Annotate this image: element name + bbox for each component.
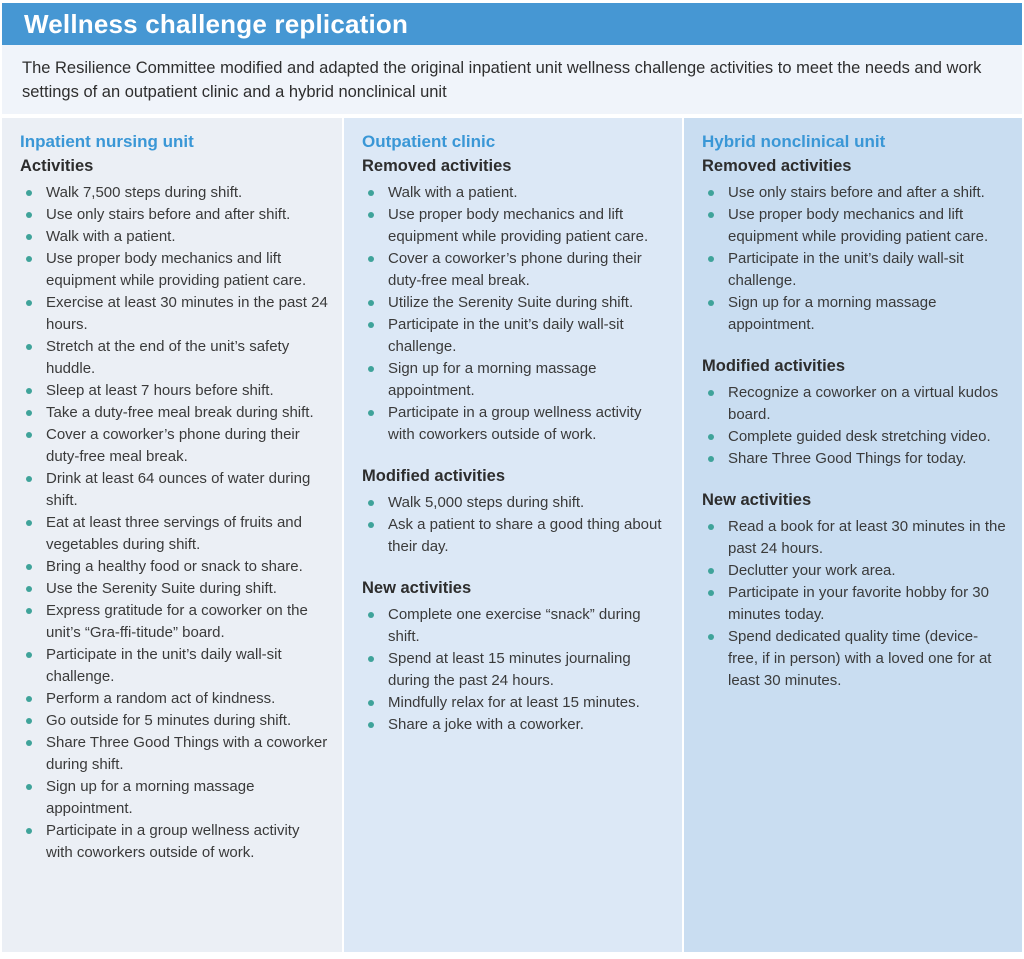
activity-item-text: Sleep at least 7 hours before shift. — [46, 382, 274, 399]
activity-item — [18, 644, 328, 688]
activity-item-text: Complete guided desk stretching video. — [728, 428, 991, 445]
bullet-icon — [368, 190, 374, 196]
bullet-icon — [26, 234, 32, 240]
activity-item-text: Stretch at the end of the unit’s safety huddle. — [46, 338, 290, 377]
activity-item — [18, 226, 328, 248]
activity-item-text: Read a book for at least 30 minutes in the past 24 hours. — [728, 518, 1006, 557]
activity-item — [700, 248, 1008, 292]
activity-item — [360, 402, 668, 446]
activity-item — [360, 248, 668, 292]
activity-item-text: Take a duty-free meal break during shift. — [46, 404, 314, 421]
bullet-icon — [26, 344, 32, 350]
section-heading-removed-activities: Removed activities — [362, 157, 512, 175]
activity-item — [18, 468, 328, 512]
bullet-icon — [708, 456, 714, 462]
activity-item — [18, 776, 328, 820]
activity-item-text: Sign up for a morning massage appointment. — [46, 778, 255, 817]
activity-item — [18, 688, 328, 710]
activity-item — [360, 314, 668, 358]
activity-item-text: Complete one exercise “snack” during shift. — [388, 606, 641, 645]
column-title: Inpatient nursing unit — [20, 132, 194, 151]
intro-text: The Resilience Committee modified and adapted the original inpatient unit wellness challenge activities to meet the needs and work settings of an outpatient clinic and a hybrid nonclinical unit — [22, 59, 982, 101]
column-outpatient-clinic — [344, 118, 682, 952]
bullet-icon — [368, 256, 374, 262]
activity-item-text: Share Three Good Things for today. — [728, 450, 967, 467]
bullet-icon — [708, 212, 714, 218]
activity-item-text: Spend dedicated quality time (device-free, if in person) with a loved one for at least 30 minutes. — [728, 628, 992, 689]
bullet-icon — [26, 652, 32, 658]
bullet-icon — [26, 410, 32, 416]
activity-item — [700, 448, 1008, 470]
activity-item-text: Go outside for 5 minutes during shift. — [46, 712, 292, 729]
bullet-icon — [368, 612, 374, 618]
section-heading-new-activities: New activities — [362, 579, 472, 597]
activity-item-text: Participate in a group wellness activity with coworkers outside of work. — [46, 822, 300, 861]
activity-item-text: Participate in the unit’s daily wall-sit challenge. — [388, 316, 624, 355]
activity-item-text: Participate in the unit’s daily wall-sit challenge. — [728, 250, 964, 289]
bullet-icon — [708, 256, 714, 262]
activity-item — [360, 204, 668, 248]
activity-item-text: Bring a healthy food or snack to share. — [46, 558, 303, 575]
bullet-icon — [368, 656, 374, 662]
activity-item — [18, 402, 328, 424]
bullet-icon — [368, 366, 374, 372]
bullet-icon — [368, 300, 374, 306]
activity-item — [18, 424, 328, 468]
activity-item-text: Sign up for a morning massage appointment. — [728, 294, 937, 333]
bullet-icon — [26, 586, 32, 592]
activity-item — [18, 556, 328, 578]
activity-item-text: Walk with a patient. — [388, 184, 518, 201]
activity-item-text: Use only stairs before and after a shift. — [728, 184, 985, 201]
bullet-icon — [708, 590, 714, 596]
section-heading-removed-activities: Removed activities — [702, 157, 852, 175]
bullet-icon — [368, 522, 374, 528]
section-heading-activities: Activities — [20, 157, 94, 175]
bullet-icon — [26, 784, 32, 790]
bullet-icon — [708, 524, 714, 530]
bullet-icon — [708, 390, 714, 396]
activity-list — [360, 604, 668, 736]
bullet-icon — [708, 300, 714, 306]
activity-item-text: Perform a random act of kindness. — [46, 690, 276, 707]
column-hybrid-nonclinical-unit — [684, 118, 1022, 952]
activity-item — [18, 336, 328, 380]
bullet-icon — [26, 608, 32, 614]
activity-list — [700, 382, 1008, 470]
activity-item-text: Use only stairs before and after shift. — [46, 206, 291, 223]
activity-item — [18, 182, 328, 204]
column-title: Hybrid nonclinical unit — [702, 132, 886, 151]
page-title-bar — [2, 3, 1022, 45]
activity-item — [360, 358, 668, 402]
activity-item — [18, 578, 328, 600]
activity-item — [360, 692, 668, 714]
activity-item-text: Walk with a patient. — [46, 228, 176, 245]
activity-item — [360, 648, 668, 692]
activity-item-text: Walk 5,000 steps during shift. — [388, 494, 585, 511]
bullet-icon — [26, 520, 32, 526]
activity-item-text: Participate in the unit’s daily wall-sit challenge. — [46, 646, 282, 685]
column-title: Outpatient clinic — [362, 132, 496, 151]
section-heading-modified-activities: Modified activities — [362, 467, 506, 485]
bullet-icon — [26, 696, 32, 702]
activity-list — [700, 516, 1008, 692]
bullet-icon — [26, 740, 32, 746]
activity-item — [360, 292, 668, 314]
activity-item-text: Use proper body mechanics and lift equipment while providing patient care. — [728, 206, 989, 245]
activity-item — [700, 626, 1008, 692]
activity-item-text: Cover a coworker’s phone during their duty-free meal break. — [46, 426, 300, 465]
bullet-icon — [368, 322, 374, 328]
activity-item — [360, 604, 668, 648]
activity-item-text: Utilize the Serenity Suite during shift. — [388, 294, 634, 311]
bullet-icon — [708, 568, 714, 574]
bullet-icon — [368, 212, 374, 218]
activity-item-text: Declutter your work area. — [728, 562, 896, 579]
bullet-icon — [708, 634, 714, 640]
bullet-icon — [26, 476, 32, 482]
activity-item — [700, 382, 1008, 426]
activity-item — [700, 560, 1008, 582]
activity-list — [360, 492, 668, 558]
page-title: Wellness challenge replication — [24, 8, 409, 39]
activity-item — [700, 182, 1008, 204]
activity-item-text: Express gratitude for a coworker on the unit’s “Gra-ffi-titude” board. — [46, 602, 308, 641]
column-inpatient-nursing-unit — [2, 118, 342, 952]
bullet-icon — [26, 828, 32, 834]
activity-item-text: Mindfully relax for at least 15 minutes. — [388, 694, 640, 711]
activity-item — [360, 514, 668, 558]
activity-item — [18, 248, 328, 292]
bullet-icon — [26, 718, 32, 724]
bullet-icon — [26, 190, 32, 196]
activity-item-text: Participate in a group wellness activity with coworkers outside of work. — [388, 404, 642, 443]
activity-item-text: Use proper body mechanics and lift equipment while providing patient care. — [388, 206, 649, 245]
activity-item-text: Walk 7,500 steps during shift. — [46, 184, 243, 201]
activity-item — [18, 380, 328, 402]
activity-item — [360, 492, 668, 514]
activity-item — [700, 426, 1008, 448]
intro-section — [2, 45, 1022, 114]
activity-item-text: Spend at least 15 minutes journaling during the past 24 hours. — [388, 650, 631, 689]
activity-item — [18, 732, 328, 776]
activity-list — [360, 182, 668, 446]
activity-item-text: Sign up for a morning massage appointment. — [388, 360, 597, 399]
activity-item-text: Share Three Good Things with a coworker during shift. — [46, 734, 328, 773]
activity-item — [18, 600, 328, 644]
activity-item — [18, 292, 328, 336]
bullet-icon — [26, 432, 32, 438]
activity-item-text: Exercise at least 30 minutes in the past 24 hours. — [46, 294, 328, 333]
activity-item-text: Participate in your favorite hobby for 30 minutes today. — [728, 584, 989, 623]
activity-item-text: Ask a patient to share a good thing about their day. — [388, 516, 662, 555]
activity-item-text: Use the Serenity Suite during shift. — [46, 580, 277, 597]
activity-item-text: Share a joke with a coworker. — [388, 716, 584, 733]
activity-list — [700, 182, 1008, 336]
activity-item — [700, 292, 1008, 336]
bullet-icon — [26, 564, 32, 570]
section-heading-modified-activities: Modified activities — [702, 357, 846, 375]
section-heading-new-activities: New activities — [702, 491, 812, 509]
activity-item — [18, 820, 328, 864]
activity-item — [700, 204, 1008, 248]
activity-item-text: Use proper body mechanics and lift equipment while providing patient care. — [46, 250, 307, 289]
activity-item — [700, 582, 1008, 626]
activity-item-text: Recognize a coworker on a virtual kudos board. — [728, 384, 999, 423]
activity-item — [18, 512, 328, 556]
activity-item-text: Drink at least 64 ounces of water during shift. — [46, 470, 311, 509]
bullet-icon — [26, 300, 32, 306]
activity-item-text: Eat at least three servings of fruits and vegetables during shift. — [46, 514, 302, 553]
bullet-icon — [26, 212, 32, 218]
activity-item — [18, 204, 328, 226]
activity-item — [360, 714, 668, 736]
columns-container — [2, 118, 1022, 952]
activity-list — [18, 182, 328, 864]
bullet-icon — [26, 388, 32, 394]
activity-item — [360, 182, 668, 204]
bullet-icon — [368, 700, 374, 706]
bullet-icon — [368, 722, 374, 728]
bullet-icon — [368, 410, 374, 416]
bullet-icon — [708, 190, 714, 196]
bullet-icon — [368, 500, 374, 506]
activity-item — [18, 710, 328, 732]
bullet-icon — [708, 434, 714, 440]
bullet-icon — [26, 256, 32, 262]
activity-item-text: Cover a coworker’s phone during their duty-free meal break. — [388, 250, 642, 289]
activity-item — [700, 516, 1008, 560]
